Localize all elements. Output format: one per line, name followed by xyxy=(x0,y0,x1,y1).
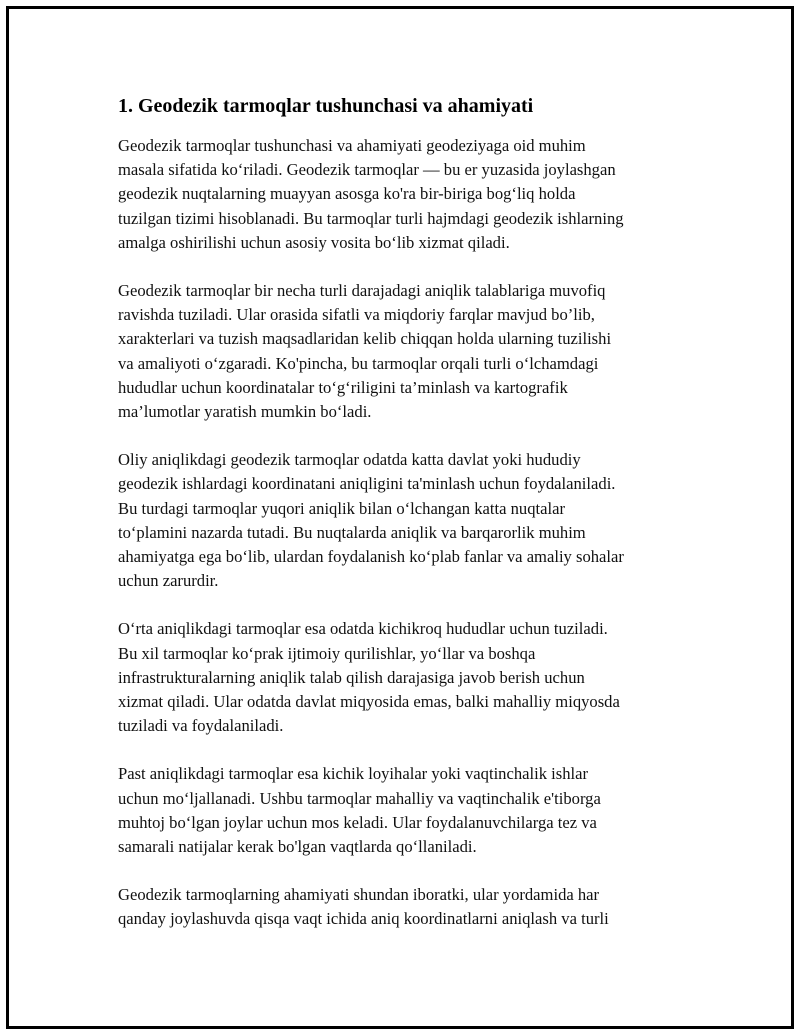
paragraph-5 xyxy=(118,762,688,859)
paragraph-1 xyxy=(118,134,688,255)
text-line: ravishda tuziladi. Ular orasida sifatli va miqdoriy farqlar mavjud bo’lib, xyxy=(118,305,595,325)
section-title: 1. Geodezik tarmoqlar tushunchasi va ahamiyati xyxy=(118,95,534,117)
text-line: tuzilgan tizimi hisoblanadi. Bu tarmoqlar turli hajmdagi geodezik ishlarning xyxy=(118,208,624,228)
text-line: to‘plamini nazarda tutadi. Bu nuqtalarda aniqlik va barqarorlik muhim xyxy=(118,522,586,542)
text-line: Geodezik tarmoqlarning ahamiyati shundan iboratki, ular yordamida har xyxy=(118,885,600,905)
text-line: uchun mo‘ljallanadi. Ushbu tarmoqlar mahalliy va vaqtinchalik e'tiborga xyxy=(118,788,601,808)
text-line: O‘rta aniqlikdagi tarmoqlar esa odatda kichikroq hududlar uchun tuziladi. xyxy=(118,619,608,639)
text-line: uchun zarurdir. xyxy=(118,571,219,591)
text-line: ahamiyatga ega bo‘lib, ulardan foydalanish ko‘plab fanlar va amaliy sohalar xyxy=(118,547,624,567)
text-line: qanday joylashuvda qisqa vaqt ichida aniq koordinatlarni aniqlash va turli xyxy=(118,909,609,929)
paragraph-6 xyxy=(118,883,688,931)
text-line: infrastrukturalarning aniqlik talab qilish darajasiga javob berish uchun xyxy=(118,667,585,687)
text-line: tuziladi va foydalaniladi. xyxy=(118,716,284,736)
text-line: hududlar uchun koordinatalar to‘g‘riligini ta’minlash va kartografik xyxy=(118,377,568,397)
paragraph-3 xyxy=(118,448,688,593)
paragraph-4 xyxy=(118,617,688,738)
text-line: ma’lumotlar yaratish mumkin bo‘ladi. xyxy=(118,402,372,422)
text-line: va amaliyoti o‘zgaradi. Ko'pincha, bu tarmoqlar orqali turli o‘lchamdagi xyxy=(118,353,599,373)
text-line: Geodezik tarmoqlar bir necha turli darajadagi aniqlik talablariga muvofiq xyxy=(118,281,606,301)
text-line: Geodezik tarmoqlar tushunchasi va ahamiyati geodeziyaga oid muhim xyxy=(118,136,586,155)
text-line: geodezik nuqtalarning muayyan asosga ko'ra bir-biriga bog‘liq holda xyxy=(118,184,576,204)
text-line: Bu xil tarmoqlar ko‘prak ijtimoiy qurilishlar, yo‘llar va boshqa xyxy=(118,643,536,663)
text-line: Oliy aniqlikdagi geodezik tarmoqlar odatda katta davlat yoki hududiy xyxy=(118,450,581,470)
document-body xyxy=(118,94,688,956)
text-line: geodezik ishlardagi koordinatani aniqligini ta'minlash uchun foydalaniladi. xyxy=(118,474,616,494)
text-line: samarali natijalar kerak bo'lgan vaqtlarda qo‘llaniladi. xyxy=(118,837,477,857)
text-line: masala sifatida ko‘riladi. Geodezik tarmoqlar — bu er yuzasida joylashgan xyxy=(118,160,616,180)
text-line: Bu turdagi tarmoqlar yuqori aniqlik bilan o‘lchangan katta nuqtalar xyxy=(118,498,565,518)
text-line: xizmat qiladi. Ular odatda davlat miqyosida emas, balki mahalliy miqyosda xyxy=(118,692,620,712)
text-line: Past aniqlikdagi tarmoqlar esa kichik loyihalar yoki vaqtinchalik ishlar xyxy=(118,764,589,784)
text-line: muhtoj bo‘lgan joylar uchun mos keladi. Ular foydalanuvchilarga tez va xyxy=(118,812,597,832)
paragraph-2 xyxy=(118,279,688,424)
text-line: xarakterlari va tuzish maqsadlaridan kelib chiqqan holda ularning tuzilishi xyxy=(118,329,612,349)
text-line: amalga oshirilishi uchun asosiy vosita bo‘lib xizmat qiladi. xyxy=(118,232,510,252)
